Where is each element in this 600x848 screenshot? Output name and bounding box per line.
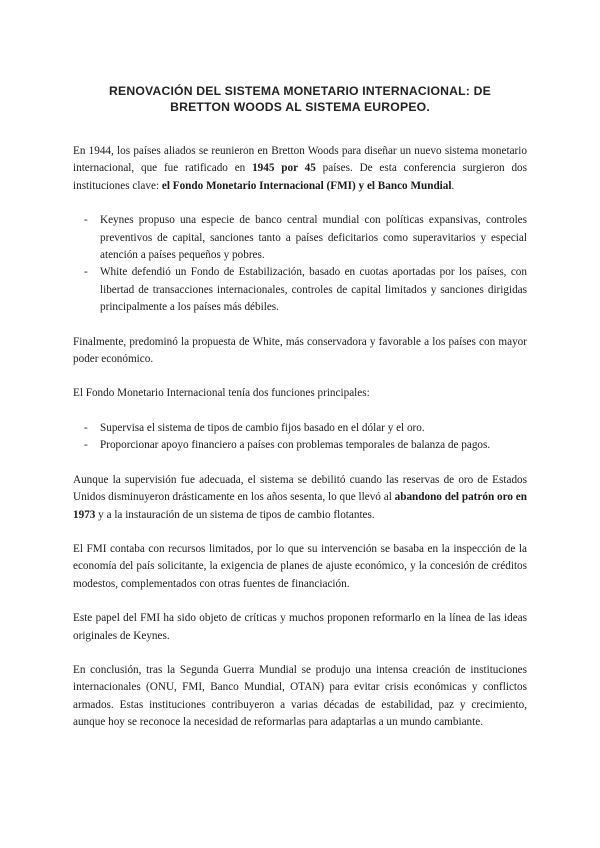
- text-run: y a la instauración de un sistema de tipos de cambio flotantes.: [95, 508, 375, 521]
- title-line-2: BRETTON WOODS AL SISTEMA EUROPEO.: [170, 100, 430, 114]
- functions-list: [73, 420, 527, 455]
- list-item-function-1: - Supervisa el sistema de tipos de cambio fijos basado en el dólar y el oro.: [73, 420, 527, 437]
- list-item-white: - White defendió un Fondo de Estabilización, basado en cuotas aportadas por los países, con libertad de transacciones internacionales, controles de capital limitados y sanciones dirigidas principalmente a los países más débiles.: [73, 264, 527, 316]
- paragraph-white-predominance: Finalmente, predominó la propuesta de White, más conservadora y favorable a los países con mayor poder económico.: [73, 335, 527, 366]
- paragraph-intro: [73, 143, 527, 195]
- title-line-1: RENOVACIÓN DEL SISTEMA MONETARIO INTERNACIONAL: DE: [109, 84, 491, 98]
- bold-text: el Fondo Monetario Internacional (FMI) y el Banco Mundial: [161, 179, 452, 192]
- list-item-keynes: - Keynes propuso una especie de banco central mundial con políticas expansivas, controles preventivos de capital, sanciones tanto a países deficitarios como superavitarios y especial atención a países pequeños y pobres.: [73, 212, 527, 264]
- paragraph-fmi-functions: El Fondo Monetario Internacional tenía dos funciones principales:: [73, 387, 370, 400]
- text-run: países. De esta conferencia surgieron dos instituciones clave:: [73, 162, 527, 192]
- bold-text: 1945 por 45: [252, 162, 316, 175]
- text-run: .: [451, 179, 455, 192]
- paragraph-conclusion: En conclusión, tras la Segunda Guerra Mundial se produjo una intensa creación de instituciones internacionales (ONU, FMI, Banco Mundial, OTAN) para evitar crisis económicas y conflictos armados. Estas instituciones contribuyeron a varias décadas de estabilidad, paz y crecimiento, aunque hoy se reconoce la necesidad de reformarlas para adaptarlas a un mundo cambiante.: [73, 663, 527, 729]
- list-item-function-2: - Proporcionar apoyo financiero a países con problemas temporales de balanza de pagos.: [73, 437, 527, 454]
- text-run: Aunque la supervisión fue adecuada, el sistema se debilitó cuando las reservas de oro de Estados Unidos disminuyeron drásticamente en los años sesenta, lo que llevó al: [73, 473, 527, 504]
- text-run: En 1944, los países aliados se reunieron en Bretton Woods para diseñar un nuevo sistema monetario internacional, que fue ratificado en: [73, 145, 527, 175]
- proposals-list: [73, 212, 527, 316]
- paragraph-fmi-resources: El FMI contaba con recursos limitados, por lo que su intervención se basaba en la inspección de la economía del país solicitante, la exigencia de planes de ajuste económico, y la concesión de créditos modestos, complementados con otras fuentes de financiación.: [73, 542, 527, 590]
- page-title: [73, 83, 527, 115]
- paragraph-gold-standard: [73, 472, 527, 524]
- bold-text: abandono del patrón oro en 1973: [73, 491, 527, 521]
- paragraph-criticism: Este papel del FMI ha sido objeto de críticas y muchos proponen reformarlo en la línea de las ideas originales de Keynes.: [73, 612, 527, 642]
